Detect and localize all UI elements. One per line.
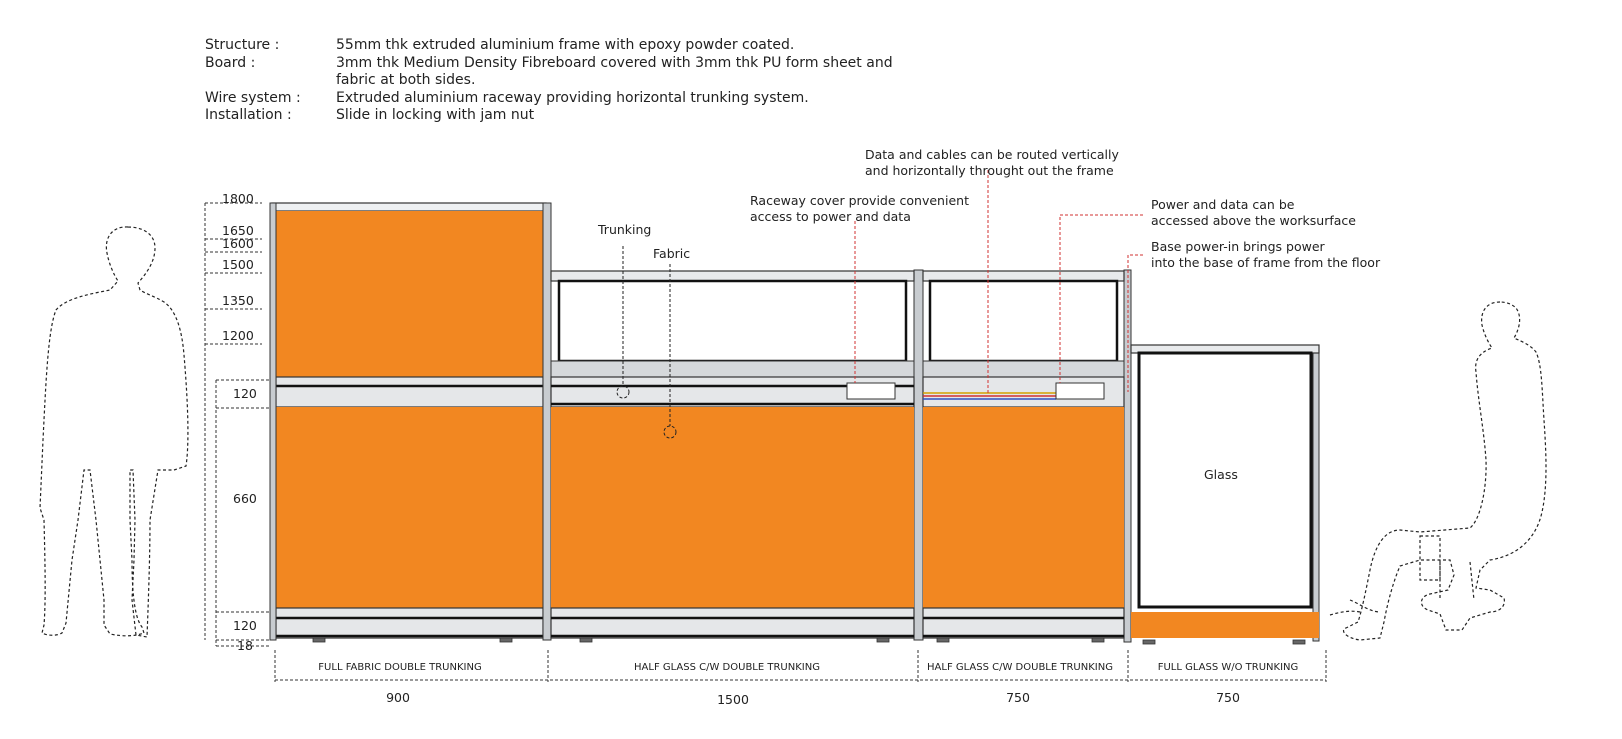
spec-label: Structure : — [205, 37, 280, 53]
leveling-feet — [313, 638, 1305, 644]
spec-label: Board : — [205, 54, 256, 71]
fabric-board — [276, 211, 543, 377]
power-socket-icon — [847, 383, 895, 399]
panel-label-2: HALF GLASS C/W DOUBLE TRUNKING — [634, 662, 820, 673]
spec-value: Slide in locking with jam nut — [336, 107, 535, 123]
base-fabric — [1131, 612, 1319, 638]
callout-fabric: Fabric — [653, 246, 691, 261]
spec-value: 3mm thk Medium Density Fibreboard covered with 3mm thk PU form sheet and fabric at both sides. — [336, 54, 893, 88]
height-labels — [222, 191, 257, 653]
spec-label: Wire system : — [205, 89, 301, 106]
spec-label: Installation : — [205, 107, 292, 123]
callout-power-line1: Power and data can be — [1151, 197, 1295, 212]
callout-power-line2: accessed above the worksurface — [1151, 213, 1356, 228]
callout-base-line1: Base power-in brings power — [1151, 239, 1325, 254]
height-1800: 1800 — [222, 191, 254, 206]
standing-person-icon — [40, 227, 188, 637]
panel-width-3: 750 — [1006, 690, 1030, 705]
panel-width-2: 1500 — [717, 692, 749, 707]
callout-trunking: Trunking — [598, 222, 652, 237]
callout-glass: Glass — [1204, 467, 1238, 482]
fabric-board — [551, 407, 914, 608]
fabric-board — [923, 407, 1124, 608]
height-1650: 1650 — [222, 223, 254, 238]
segment-18: 18 — [237, 638, 253, 653]
spec-value: Extruded aluminium raceway providing horizontal trunking system. — [336, 89, 809, 106]
height-1500: 1500 — [222, 257, 254, 272]
panel-half-glass-1500 — [551, 271, 914, 638]
panel-label-1: FULL FABRIC DOUBLE TRUNKING — [318, 662, 482, 673]
callout-data-line1: Data and cables can be routed vertically — [865, 147, 1119, 162]
callout-raceway-line1: Raceway cover provide convenient — [750, 193, 969, 208]
segment-120-top: 120 — [233, 386, 257, 401]
spec-value: 55mm thk extruded aluminium frame with epoxy powder coated. — [336, 37, 795, 53]
panel-full-glass — [1131, 345, 1319, 638]
panel-width-labels — [386, 690, 1240, 707]
trunking-rail — [276, 608, 543, 638]
trunking-rail — [551, 608, 914, 638]
panel-width-4: 750 — [1216, 690, 1240, 705]
panel-type-labels — [318, 662, 1298, 673]
segment-120-bottom: 120 — [233, 618, 257, 633]
trunking-rail — [276, 377, 543, 407]
height-1350: 1350 — [222, 293, 254, 308]
power-socket-icon — [1056, 383, 1104, 399]
panel-width-1: 900 — [386, 690, 410, 705]
panel-half-glass-750 — [923, 271, 1124, 638]
callout-raceway-line2: access to power and data — [750, 209, 911, 224]
height-1600: 1600 — [222, 236, 254, 251]
panel-label-4: FULL GLASS W/O TRUNKING — [1157, 662, 1299, 673]
height-1200: 1200 — [222, 328, 254, 343]
segment-660: 660 — [233, 491, 257, 506]
callout-data-line2: and horizontally throught out the frame — [865, 163, 1114, 178]
callout-base-line2: into the base of frame from the floor — [1151, 255, 1381, 270]
glass-pane — [559, 281, 906, 361]
glass-pane — [930, 281, 1117, 361]
trunking-rail — [923, 608, 1124, 638]
fabric-board — [276, 407, 543, 608]
panel-label-3: HALF GLASS C/W DOUBLE TRUNKING — [927, 662, 1113, 673]
panel-full-fabric — [272, 203, 546, 638]
seated-person-icon — [1330, 302, 1546, 640]
